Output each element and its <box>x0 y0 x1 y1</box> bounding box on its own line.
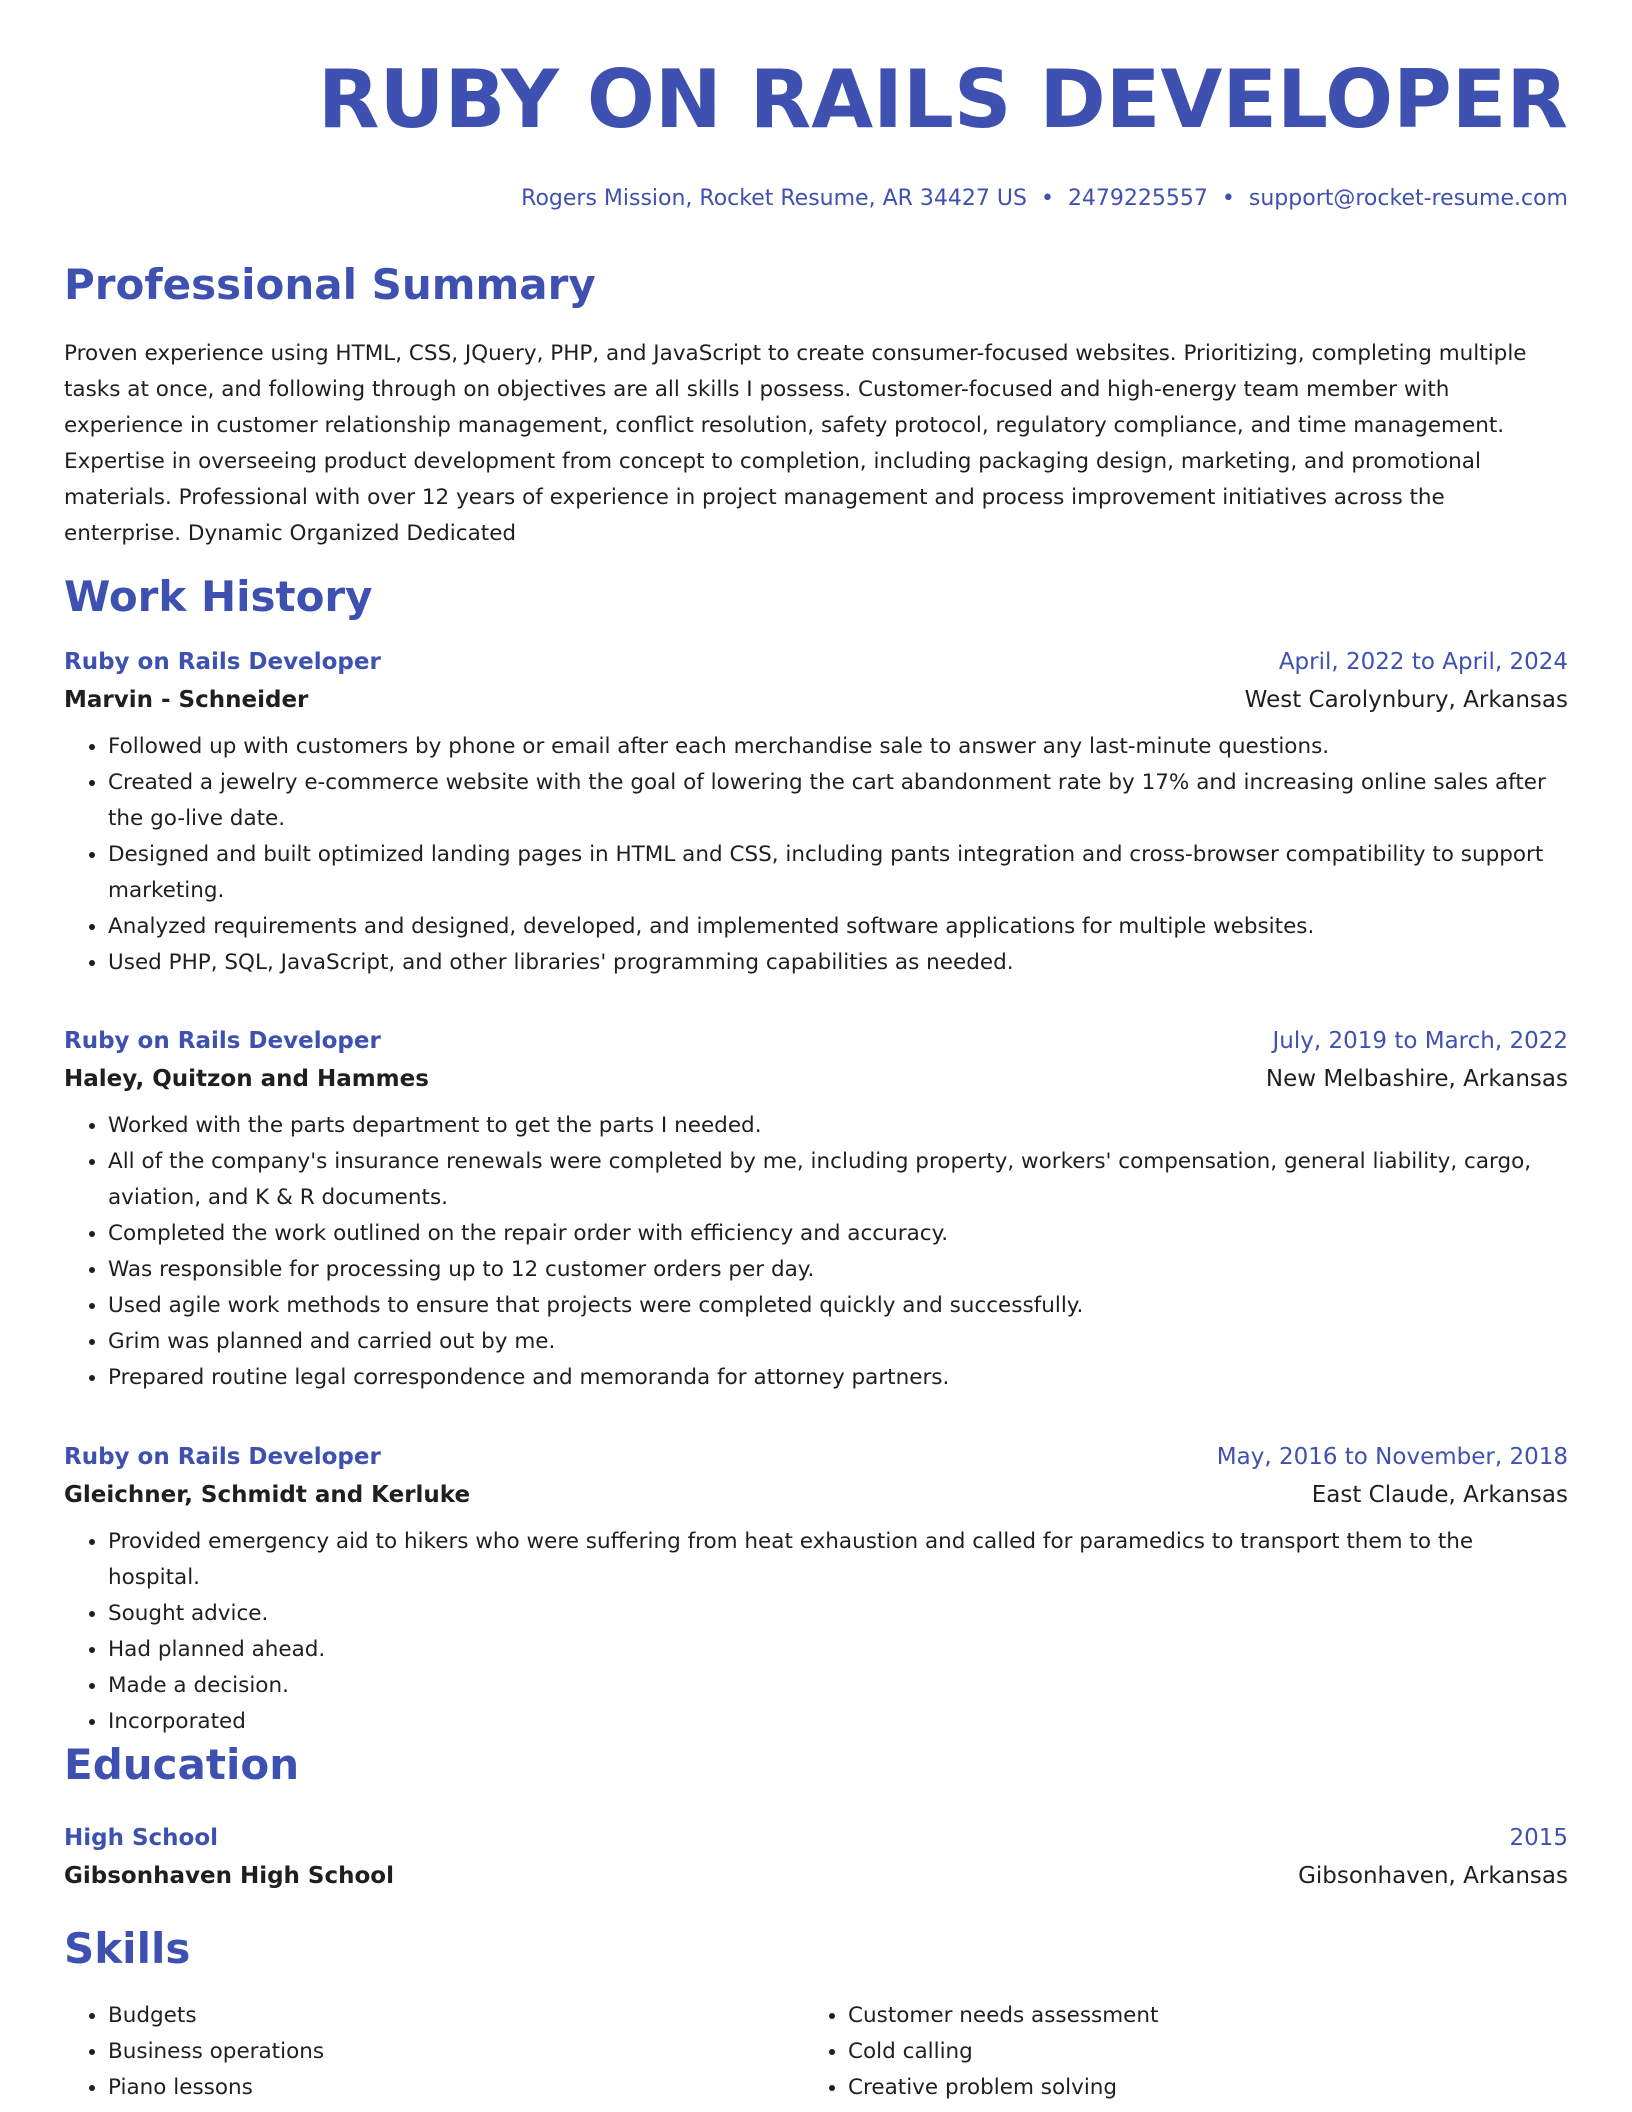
job-bullets <box>64 1524 1568 1740</box>
list-item: • Was responsible for processing up to 12 customer orders per day. <box>108 1252 1568 1288</box>
skills-list <box>64 1998 1568 2106</box>
list-item: • Followed up with customers by phone or email after each merchandise sale to answer any last-minute questions. <box>108 729 1568 765</box>
job-dates: July, 2019 to March, 2022 <box>1272 1028 1568 1054</box>
job-company: Marvin - Schneider <box>64 687 309 713</box>
skills-column-right <box>804 1998 1544 2106</box>
list-item: • Created a jewelry e-commerce website with the goal of lowering the cart abandonment rate by 17% and increasing online sales after the go-live date. <box>108 765 1568 837</box>
list-item: • Used agile work methods to ensure that projects were completed quickly and successfully. <box>108 1288 1568 1324</box>
job-dates: May, 2016 to November, 2018 <box>1216 1444 1568 1470</box>
contact-separator: • <box>1221 186 1235 211</box>
contact-line <box>64 186 1568 216</box>
phone: 2479225557 <box>1067 186 1208 211</box>
skill-item: • Budgets <box>108 1998 804 2034</box>
job-location: West Carolynbury, Arkansas <box>1244 687 1568 713</box>
skills-heading: Skills <box>64 1924 191 1973</box>
job-location: New Melbashire, Arkansas <box>1265 1066 1568 1092</box>
education-school: Gibsonhaven High School <box>64 1863 394 1889</box>
skill-item: • Business operations <box>108 2034 804 2070</box>
job-bullets <box>64 729 1568 981</box>
list-item: • Incorporated <box>108 1704 1568 1740</box>
education-year: 2015 <box>1509 1825 1568 1851</box>
list-item: • Worked with the parts department to get the parts I needed. <box>108 1108 1568 1144</box>
list-item: • Sought advice. <box>108 1596 1568 1632</box>
job-role: Ruby on Rails Developer <box>64 649 381 675</box>
summary-heading: Professional Summary <box>64 260 596 309</box>
job-entry <box>64 643 1568 981</box>
skill-item: • Piano lessons <box>108 2070 804 2106</box>
list-item: • Grim was planned and carried out by me. <box>108 1324 1568 1360</box>
skills-column-left <box>64 1998 804 2106</box>
skill-item: • Customer needs assessment <box>848 1998 1544 2034</box>
job-entry <box>64 1438 1568 1740</box>
list-item: • Designed and built optimized landing pages in HTML and CSS, including pants integration and cross-browser compatibility to support marketing. <box>108 837 1568 909</box>
summary-text: Proven experience using HTML, CSS, JQuery, PHP, and JavaScript to create consumer-focused websites. Prioritizing, completing multiple tasks at once, and following through on objectives are all skills I possess. Customer-focused and high-energy team member with experience in customer relationship management, conflict resolution, safety protocol, regulatory compliance, and time management. Expertise in overseeing product development from concept to completion, including packaging design, marketing, and promotional materials. Professional with over 12 years of experience in project management and process improvement initiatives across the enterprise. Dynamic Organized Dedicated <box>64 341 1527 546</box>
job-location: East Claude, Arkansas <box>1311 1482 1568 1508</box>
skill-item: • Cold calling <box>848 2034 1544 2070</box>
list-item: • Completed the work outlined on the repair order with efficiency and accuracy. <box>108 1216 1568 1252</box>
address: Rogers Mission, Rocket Resume, AR 34427 US <box>521 186 1027 211</box>
job-role: Ruby on Rails Developer <box>64 1444 381 1470</box>
education-location: Gibsonhaven, Arkansas <box>1298 1863 1568 1889</box>
list-item: • Provided emergency aid to hikers who were suffering from heat exhaustion and called for paramedics to transport them to the hospital. <box>108 1524 1568 1596</box>
list-item: • All of the company's insurance renewals were completed by me, including property, workers' compensation, general liability, cargo, aviation, and K & R documents. <box>108 1144 1568 1216</box>
education-heading: Education <box>64 1740 300 1789</box>
list-item: • Analyzed requirements and designed, developed, and implemented software applications for multiple websites. <box>108 909 1568 945</box>
education-degree: High School <box>64 1825 219 1851</box>
contact-separator: • <box>1040 186 1054 211</box>
job-bullets <box>64 1108 1568 1396</box>
candidate-name: RUBY ON RAILS DEVELOPER <box>317 53 1568 146</box>
list-item: • Made a decision. <box>108 1668 1568 1704</box>
list-item: • Had planned ahead. <box>108 1632 1568 1668</box>
education-entry <box>64 1819 1568 1895</box>
job-entry <box>64 1022 1568 1396</box>
job-company: Haley, Quitzon and Hammes <box>64 1066 429 1092</box>
work-history-heading: Work History <box>64 572 373 621</box>
job-role: Ruby on Rails Developer <box>64 1028 381 1054</box>
list-item: • Prepared routine legal correspondence and memoranda for attorney partners. <box>108 1360 1568 1396</box>
email-link[interactable]: support@rocket-resume.com <box>1248 186 1568 211</box>
list-item: • Used PHP, SQL, JavaScript, and other libraries' programming capabilities as needed. <box>108 945 1568 981</box>
job-company: Gleichner, Schmidt and Kerluke <box>64 1482 471 1508</box>
skill-item: • Creative problem solving <box>848 2070 1544 2106</box>
job-dates: April, 2022 to April, 2024 <box>1278 649 1568 675</box>
